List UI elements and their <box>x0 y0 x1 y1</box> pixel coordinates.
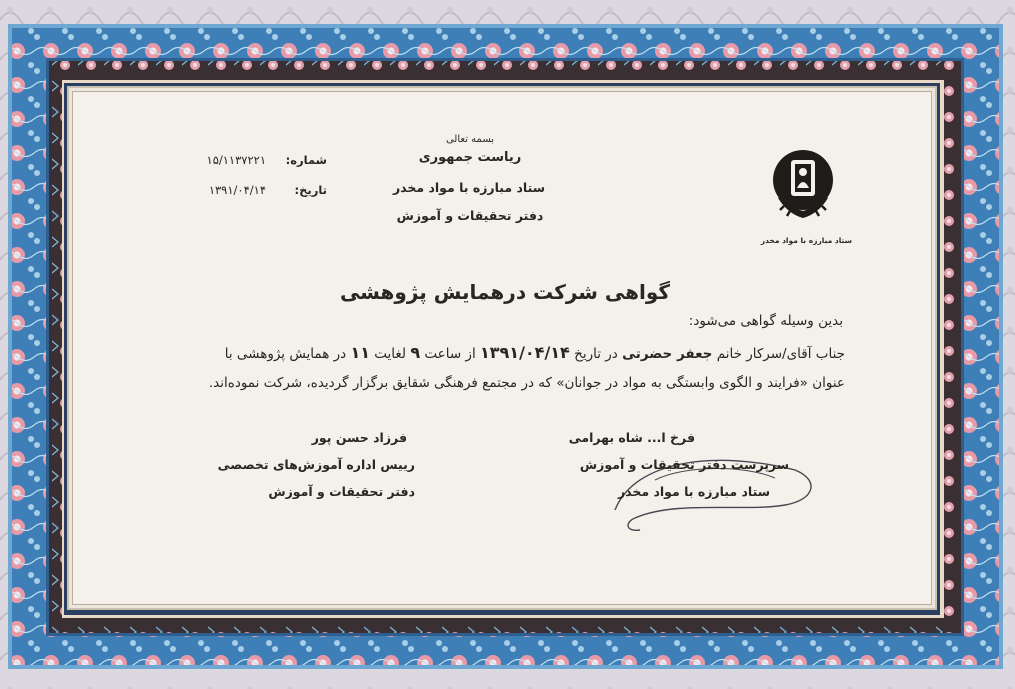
event-date: ۱۳۹۱/۰۴/۱۴ <box>480 343 570 362</box>
date-value: ۱۳۹۱/۰۴/۱۴ <box>208 183 266 197</box>
drug-control-emblem-icon <box>770 148 836 226</box>
logo-caption: ستاد مبارزه با مواد مخدر <box>760 236 852 245</box>
certificate-title: گواهی شرکت درهمایش پژوهشی <box>339 280 671 304</box>
org-line-headquarters: ستاد مبارزه با مواد مخدر <box>392 180 545 195</box>
signatory-right-name: فرخ ا... شاه بهرامی <box>568 430 695 445</box>
start-hour: ۹ <box>410 343 421 362</box>
end-hour: ۱۱ <box>350 343 370 362</box>
number-value: ۱۵/۱۱۳۷۲۲۱ <box>206 153 266 167</box>
org-line-presidency: ریاست جمهوری <box>418 150 522 165</box>
number-label: شماره: <box>285 153 327 167</box>
signatory-right-office: ستاد مبارزه با مواد مخدر <box>617 484 770 499</box>
signatory-right-role: سرپرست دفتر تحقیقات و آموزش <box>579 457 789 472</box>
basmala: بسمه تعالی <box>445 134 495 145</box>
certificate-body-line-2: عنوان «فرایند و الگوی وابستگی به مواد در جوانان» که در مجتمع فرهنگی شقایق برگزار گردیده، شرکت نموده‌اند. <box>208 375 845 391</box>
certificate-body-line-1: جناب آقای/سرکار خانم جعفر حضرتی در تاریخ ۱۳۹۱/۰۴/۱۴ از ساعت ۹ لغایت ۱۱ در همایش پژوهشی با <box>224 343 845 362</box>
participant-name: جعفر حضرتی <box>622 346 713 362</box>
signatory-left-role: رییس اداره آموزش‌های تخصصی <box>217 457 415 472</box>
signatory-left-name: فرزاد حسن پور <box>311 430 407 445</box>
date-label: تاریخ: <box>294 183 327 197</box>
org-line-office: دفتر تحقیقات و آموزش <box>396 208 544 223</box>
signatory-left-office: دفتر تحقیقات و آموزش <box>268 484 415 499</box>
certificate-intro: بدین وسیله گواهی می‌شود: <box>688 313 843 329</box>
